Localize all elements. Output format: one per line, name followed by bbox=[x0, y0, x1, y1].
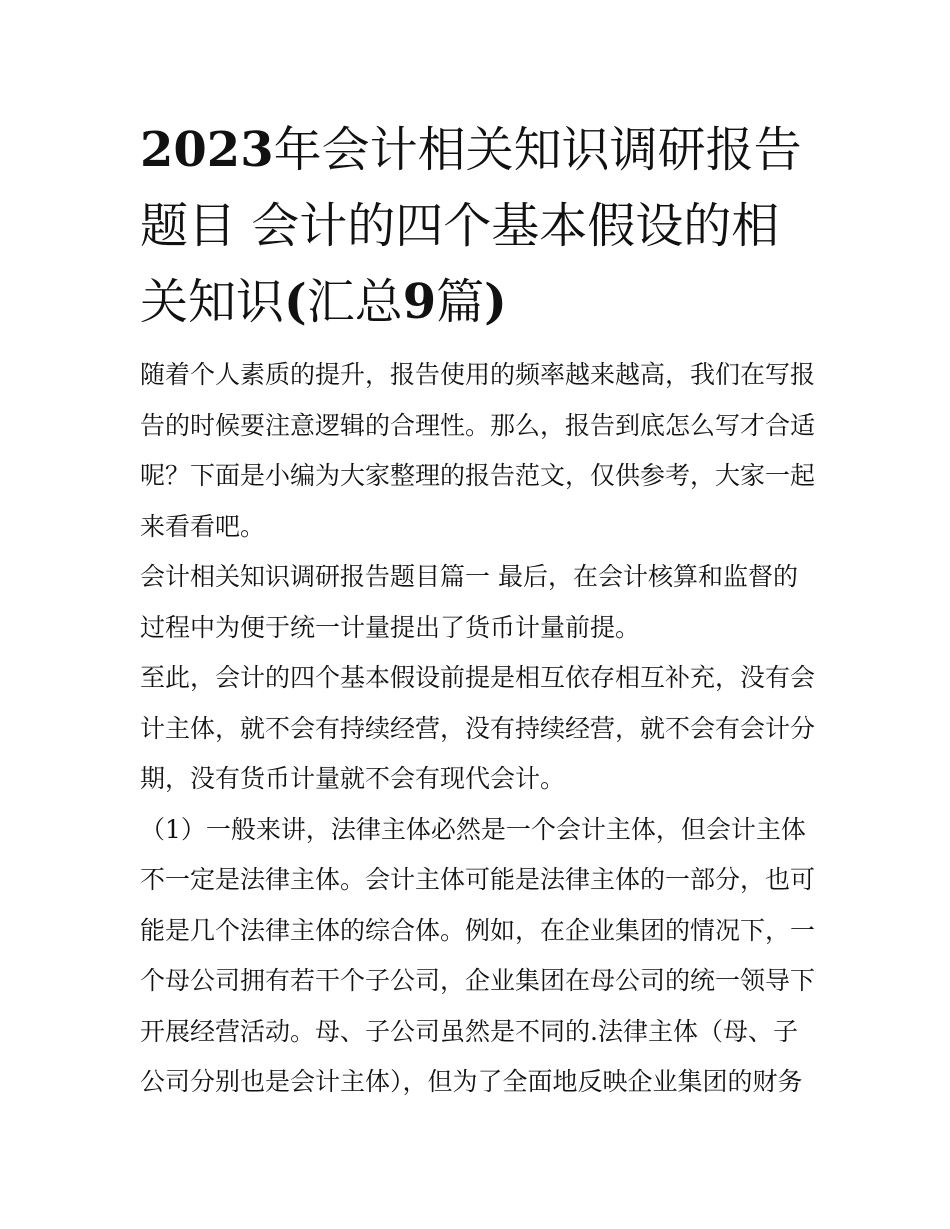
document-title bbox=[140, 112, 815, 340]
paragraph-line: 能是几个法律主体的综合体。例如，在企业集团的情况下，一 bbox=[140, 915, 816, 945]
title-year: 2023 bbox=[140, 122, 274, 178]
paragraph-line: 会计相关知识调研报告题目篇一 最后，在会计核算和监督的 bbox=[140, 562, 798, 591]
paragraph-line: 个母公司拥有若干个子公司，企业集团在母公司的统一领导下 bbox=[140, 966, 816, 995]
paragraph-point-1 bbox=[140, 805, 815, 1108]
paragraph-line: 告的时候要注意逻辑的合理性。那么，报告到底怎么写才合适 bbox=[140, 410, 816, 440]
title-count: 9 bbox=[402, 274, 437, 330]
paragraph-line: 随着个人素质的提升，报告使用的频率越来越高，我们在写报 bbox=[140, 360, 816, 389]
document-body bbox=[140, 350, 815, 1108]
paragraph-line: 公司分别也是会计主体），但为了全面地反映企业集团的财务 bbox=[140, 1067, 803, 1096]
title-paren-close: ) bbox=[484, 274, 507, 330]
paragraph-section-one bbox=[140, 552, 815, 653]
paragraph-summary bbox=[140, 653, 815, 805]
title-line-3-b: 汇总 bbox=[306, 274, 403, 330]
paragraph-line: 计主体，就不会有持续经营，没有持续经营，就不会有会计分 bbox=[140, 713, 816, 743]
title-line-1 bbox=[140, 112, 815, 188]
paragraph-line: 开展经营活动。母、子公司虽然是不同的.法律主体（母、子 bbox=[140, 1016, 798, 1046]
paragraph-line: 不一定是法律主体。会计主体可能是法律主体的一部分，也可 bbox=[140, 865, 816, 894]
document-page bbox=[140, 112, 815, 1108]
title-line-2: 题目 会计的四个基本假设的相 bbox=[140, 198, 780, 254]
paragraph-line: 至此，会计的四个基本假设前提是相互依存相互补充，没有会 bbox=[140, 663, 816, 692]
title-paren-open: ( bbox=[284, 274, 307, 330]
title-line-3-a: 关知识 bbox=[140, 274, 285, 330]
paragraph-line: 期，没有货币计量就不会有现代会计。 bbox=[140, 764, 566, 793]
paragraph-line: 呢？下面是小编为大家整理的报告范文，仅供参考，大家一起 bbox=[140, 461, 816, 490]
paragraph-intro bbox=[140, 350, 815, 552]
title-line-1-rest: 年会计相关知识调研报告 bbox=[273, 122, 802, 178]
title-line-3-c: 篇 bbox=[436, 274, 485, 330]
paragraph-line: 来看看吧。 bbox=[140, 511, 266, 541]
title-line-3 bbox=[140, 264, 815, 340]
paragraph-line: （1）一般来讲，法律主体必然是一个会计主体，但会计主体 bbox=[140, 814, 806, 844]
paragraph-line: 过程中为便于统一计量提出了货币计量前提。 bbox=[140, 612, 641, 642]
